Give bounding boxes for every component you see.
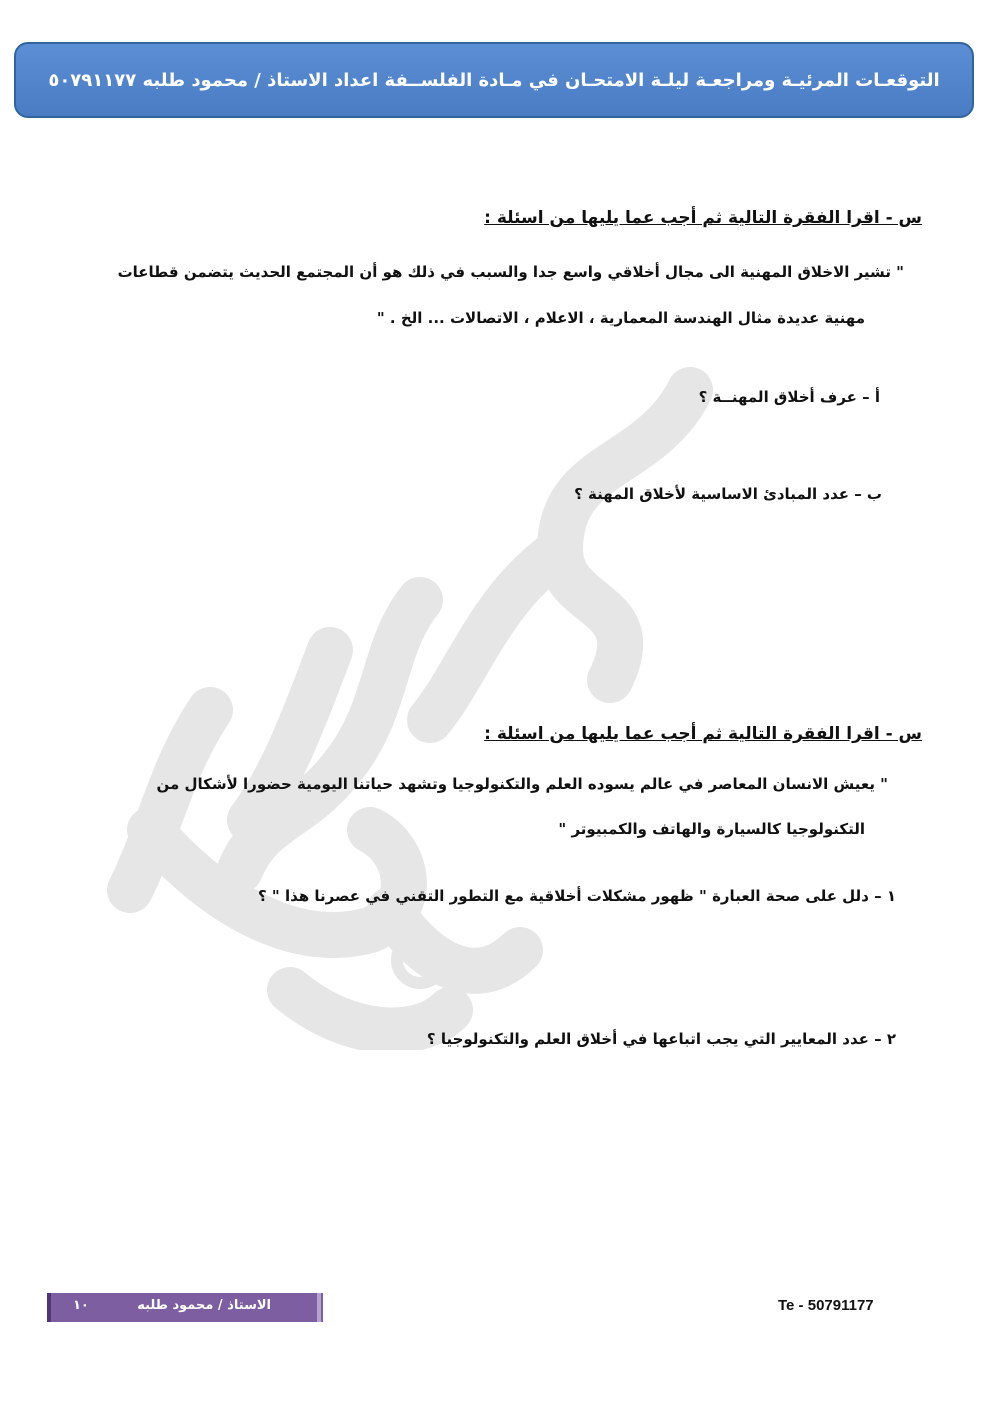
section2-question-1: ١ – دلل على صحة العبارة " ظهور مشكلات أخلاقية مع التطور التقني في عصرنا هذا " ؟ bbox=[257, 887, 896, 905]
footer-author: الاستاذ / محمود طلبه bbox=[137, 1298, 271, 1313]
section1-heading: س - اقرا الفقرة التالية ثم أجب عما يليها من اسئلة : bbox=[484, 208, 922, 228]
page-number: ١٠ bbox=[73, 1298, 89, 1313]
footer-phone: Te - 50791177 bbox=[778, 1297, 874, 1314]
section2-heading: س - اقرا الفقرة التالية ثم أجب عما يليها من اسئلة : bbox=[484, 724, 922, 744]
footer-bar-separator bbox=[317, 1293, 321, 1322]
section1-paragraph-line2: مهنية عديدة مثال الهندسة المعمارية ، الاعلام ، الاتصالات ... الخ . " bbox=[376, 309, 865, 327]
section1-paragraph-line1: " تشير الاخلاق المهنية الى مجال أخلاقي واسع جدا والسبب في ذلك هو أن المجتمع الحديث يتضمن قطاعات bbox=[117, 263, 904, 281]
section2-question-2: ٢ – عدد المعايير التي يجب اتباعها في أخلاق العلم والتكنولوجيا ؟ bbox=[426, 1030, 896, 1048]
watermark-logo bbox=[90, 350, 810, 1050]
section2-paragraph-line1: " يعيش الانسان المعاصر في عالم يسوده العلم والتكنولوجيا وتشهد حياتنا اليومية حضورا لأشكال من bbox=[156, 775, 888, 793]
section1-question-a: أ – عرف أخلاق المهنــة ؟ bbox=[698, 388, 880, 406]
footer-author-bar bbox=[47, 1293, 323, 1322]
section2-paragraph-line2: التكنولوجيا كالسيارة والهاتف والكمبيوتر " bbox=[558, 820, 865, 838]
section1-question-b: ب – عدد المبادئ الاساسية لأخلاق المهنة ؟ bbox=[574, 485, 882, 503]
header-title: التوقعـات المرئيـة ومراجعـة ليلـة الامتحـان في مـادة الفلســفة اعداد الاستاذ / محمود طلبه ٥٠٧٩١١٧٧ bbox=[48, 69, 940, 91]
header-banner bbox=[14, 42, 974, 118]
